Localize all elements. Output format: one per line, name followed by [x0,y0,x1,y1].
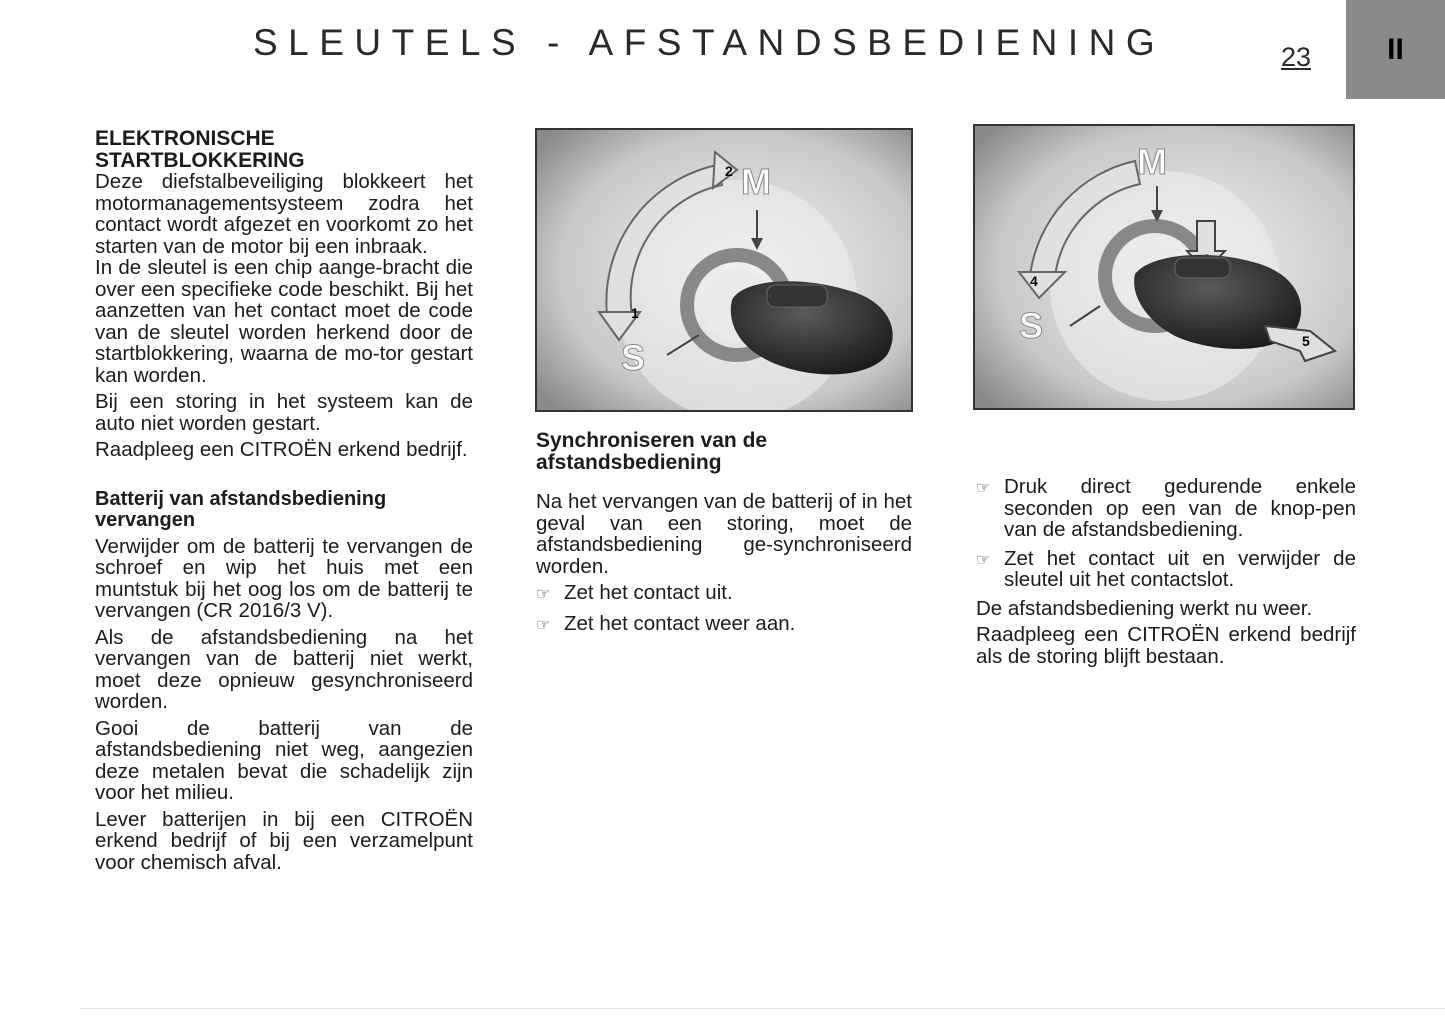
s-position-label: S [1019,305,1044,346]
page-title: SLEUTELS - AFSTANDSBEDIENING [253,22,1166,63]
paragraph: Raadpleeg een CITROËN erkend bedrijf als de storing blijft bestaan. [976,623,1356,668]
list-item [976,476,1356,541]
list-item-text: Zet het contact weer aan. [564,611,796,635]
heading-batterij: Batterij van afstandsbediening vervangen [95,487,387,531]
heading-startblokkering: ELEKTRONISCHE STARTBLOKKERING [95,127,305,172]
figure-ignition-synchronisation-1 [535,128,913,412]
pointing-hand-icon: ☞ [536,586,551,603]
pointing-hand-icon: ☞ [976,551,991,569]
list-item-text: Zet het contact uit en verwijder de sleutel uit het contactslot. [1004,546,1356,591]
paragraph: Lever batterijen in bij een CITROËN erkend bedrijf of bij een verzamelpunt voor chemisch afval. [95,807,473,874]
page-number: 23 [1281,42,1312,72]
paragraph: De afstandsbediening werkt nu weer. [976,596,1313,620]
chapter-tab-label: II [1387,32,1404,66]
pointing-hand-icon: ☞ [976,480,991,497]
step-5-label: 5 [1302,333,1310,349]
paragraph: Bij een storing in het systeem kan de auto niet worden gestart. [95,390,473,435]
paragraph: Deze diefstalbeveiliging blokkeert het motormanagementsysteem zodra het contact wordt afgezet en voorkomt zo het starten van de motor bij een inbraak. [95,170,473,258]
list-item [536,613,912,637]
paragraph: Verwijder om de batterij te vervangen de schroef en wip het huis met een muntstuk bij het oog los om de batterij te vervangen (CR 2016/3 V). [95,534,473,622]
column-middle [536,430,912,643]
step-1-label: 1 [631,305,639,321]
list-item-text: Zet het contact uit. [564,581,733,604]
list-item-text: Druk direct gedurende enkele seconden op een van de knop-pen van de afstandsbediening. [1004,475,1356,541]
paragraph: Gooi de batterij van de afstandsbediening niet weg, aangezien deze metalen bevat die schadelijk zijn voor het milieu. [95,716,473,804]
paragraph: Na het vervangen van de batterij of in het geval van een storing, moet de afstandsbediening ge-synchroniseerd worden. [536,490,912,578]
step-2-label: 2 [725,163,733,179]
m-position-label: M [741,161,771,202]
column-right [976,476,1356,672]
column-left [95,128,473,878]
m-position-label: M [1137,141,1167,182]
step-4-label: 4 [1030,273,1038,289]
figure-ignition-synchronisation-2 [973,124,1355,410]
s-position-label: S [621,337,646,378]
paragraph: Als de afstandsbediening na het vervangen van de batterij niet werkt, moet deze opnieuw gesynchroniseerd worden. [95,625,473,713]
page-divider [80,1008,1445,1009]
heading-synchroniseren: Synchroniseren van de afstandsbediening [536,429,768,474]
paragraph: In de sleutel is een chip aange-bracht die over een specifieke code beschikt. Bij het aanzetten van het contact moet de code van de sleutel worden herkend door de startblokkering, waarna de mo-tor gestart kan worden. [95,256,473,387]
paragraph: Raadpleeg een CITROËN erkend bedrijf. [95,438,468,461]
chapter-tab [1346,0,1445,99]
pointing-hand-icon: ☞ [536,616,551,634]
list-item [976,548,1356,591]
list-item [536,582,912,606]
